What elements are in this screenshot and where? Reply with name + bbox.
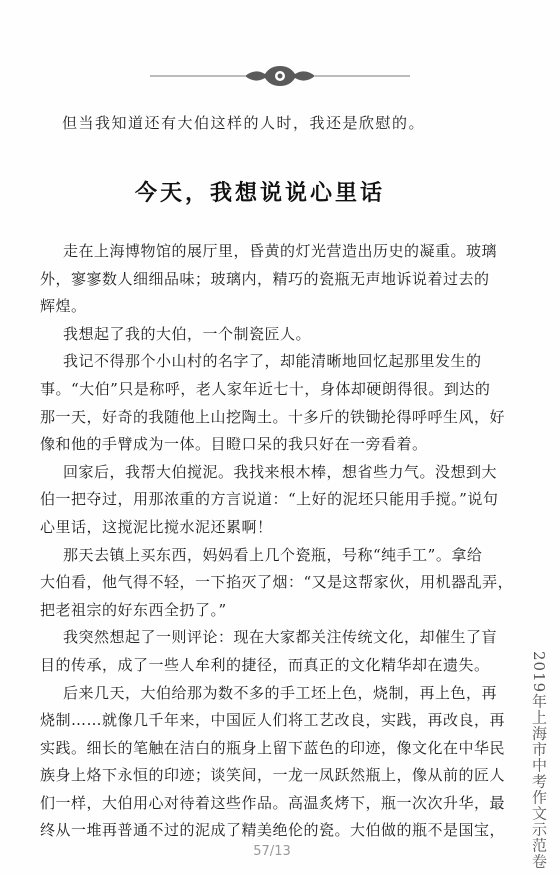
text-line: 我想起了我的大伯，一个制瓷匠人。 [63, 324, 312, 343]
page-number: 57/13 [253, 844, 291, 859]
text-line: 回家后，我帮大伯搅泥。我找来根木棒，想省些力气。没想到大 [63, 462, 498, 481]
text-line: 我记不得那个小山村的名字了，却能清晰地回忆起那里发生的 [63, 352, 482, 371]
text-line: 心里话，这搅泥比搅水泥还累啊！ [40, 517, 273, 536]
text-line: 终从一堆再普通不过的泥成了精美绝伦的瓷。大伯做的瓶不是国宝， [40, 821, 506, 840]
previous-essay-ending: 但当我知道还有大伯这样的人时，我还是欣慰的。 [62, 114, 426, 132]
essay-body [40, 238, 514, 845]
text-line: 实践。细长的笔触在洁白的瓶身上留下蓝色的印迹，像文化在中华民 [40, 738, 506, 757]
text-line: 事。“大伯”只是称呼，老人家年近七十，身体却硬朗得很。到达的 [40, 379, 491, 398]
text-line: 把老祖宗的好东西全扔了。” [40, 600, 227, 619]
text-line: 们一样，大伯用心对待着这些作品。高温炙烤下，瓶一次次升华，最 [40, 793, 506, 812]
text-line: 我突然想起了一则评论：现在大家都关注传统文化，却催生了盲 [63, 628, 498, 647]
book-sidebar-label: 2019年上海市中考作文示范卷 [530, 650, 548, 870]
text-line: 后来几天，大伯给那为数不多的手工坯上色，烧制，再上色，再 [63, 683, 498, 702]
text-line: 烧制……就像几千年来，中国匠人们将工艺改良，实践，再改良，再 [40, 711, 506, 730]
text-line: 那天去镇上买东西，妈妈看上几个瓷瓶，号称“纯手工”。拿给 [63, 545, 483, 564]
essay-title: 今天，我想说说心里话 [134, 181, 385, 206]
decorative-divider-icon [150, 62, 410, 90]
text-line: 辉煌。 [40, 297, 87, 316]
text-line: 外，寥寥数人细细品味；玻璃内，精巧的瓷瓶无声地诉说着过去的 [40, 269, 490, 288]
text-line: 像和他的手臂成为一体。目瞪口呆的我只好在一旁看着。 [40, 435, 428, 454]
text-line: 伯一把夺过，用那浓重的方言说道：“上好的泥坯只能用手搅。”说句 [40, 490, 499, 509]
text-line: 走在上海博物馆的展厅里，昏黄的灯光营造出历史的凝重。玻璃 [63, 242, 498, 260]
text-line: 族身上烙下永恒的印迹；谈笑间，一龙一凤跃然瓶上，像从前的匠人 [40, 766, 506, 785]
text-line: 目的传承，成了一些人牟利的捷径，而真正的文化精华却在遗失。 [40, 655, 490, 674]
text-line: 大伯看，他气得不轻，一下掐灭了烟：“又是这帮家伙，用机器乱弄， [40, 573, 514, 592]
text-line: 那一天，好奇的我随他上山挖陶土。十多斤的铁锄抡得呼呼生风，好 [40, 407, 506, 426]
